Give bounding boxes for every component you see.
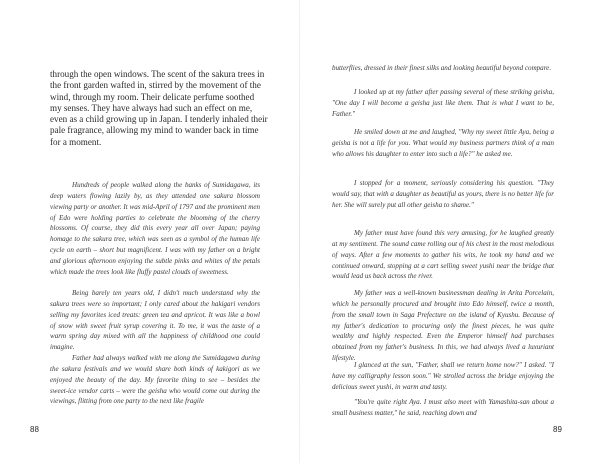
- page-number-left: 88: [30, 425, 39, 434]
- paragraph-4: I stopped for a moment, seriously considering his question. "They would say, that with a daughter as beautiful as yours, there is no better life for her. She will surely put all other geisha to shame.": [332, 179, 554, 209]
- paragraph-8: "You're quite right Aya. I must also meet with Yamashita-san about a small business matter," he said, reaching down and: [332, 398, 554, 417]
- story-paragraph-1: Hundreds of people walked along the banks of Sumidagawa, its deep waters flowing lazily by, as they attended one sakura blossom viewing party or another. It was mid-April of 1797 and the prominent men of Edo were holding parties to celebrate the blooming of the cherry blossoms. Of course, they did this every year all over Japan; paying homage to the sakura tree, which was seen as a symbol of the human life cycle on earth – short but magnificent. I was with my father on a bright and glorious afternoon enjoying the subtle pinks and whites of the petals which made the trees look like fluffy pastel clouds of sweetness.: [50, 181, 260, 276]
- paragraph-1: butterflies, dressed in their finest silks and looking beautiful beyond compare.: [332, 64, 552, 72]
- paragraph-5: My father must have found this very amusing, for he laughed greatly at my sentiment. The sound came rolling out of his chest in the most melodious of ways. After a few moments to gather his wits, he took my hand and we continued onward, stopping at a cart selling sweet yushi near the bridge that would lead us back across the river.: [332, 229, 554, 281]
- paragraph-3: He smiled down at me and laughed, "Why my sweet little Aya, being a geisha is not a life for you. What would my business partners think of a man who allows his daughter to enter into such a life?" he asked me.: [332, 128, 554, 158]
- story-paragraph-2: Being barely ten years old, I didn't much understand why the sakura trees were so important; I only cared about the hakigari vendors selling my favorites iced treats: green tea and apricot. It was like a bowl of snow with sweet fruit syrup covering it. To me, it was the taste of a warm spring day mixed with all the happiness of childhood one could imagine.: [50, 289, 260, 352]
- paragraph-7: I glanced at the sun, "Father, shall we return home now?" I asked. "I have my calligraphy lesson soon." We strolled across the bridge enjoying the delicious sweet yushi, in warm and tasty.: [332, 361, 554, 391]
- paragraph-2: I looked up at my father after passing several of these striking geisha, "One day I will become a geisha just like them. That is what I want to be, Father.": [332, 88, 554, 118]
- story-paragraph-3: Father had always walked with me along the Sumidagawa during the sakura festivals and we would share both kinds of kakigori as we enjoyed the beauty of the day. My favorite thing to see – besides the sweet-ice vendor carts – were the geisha who would come out during the viewings, flitting from one party to the next like fragile: [50, 354, 260, 406]
- paragraph-6: My father was a well-known businessman dealing in Arita Porcelain, which he personally procured and brought into Edo himself, twice a month, from the small town in Saga Prefecture on the island of Kyushu. Because of my father's dedication to procuring only the finest pieces, he was quite wealthy and highly respected. Even the Emperor himself had purchases obtained from my father's business. In this, we had always lived a luxuriant lifestyle.: [332, 289, 554, 363]
- page-number-right: 89: [553, 425, 562, 434]
- right-page: [300, 0, 600, 463]
- intro-paragraph: through the open windows. The scent of the sakura trees in the front garden wafted in, stirred by the movement of the wind, through my room. Their delicate perfume soothed my senses. They have always had such an effect on me, even as a child growing up in Japan. I tenderly inhaled their pale fragrance, allowing my mind to wander back in time for a moment.: [50, 69, 268, 147]
